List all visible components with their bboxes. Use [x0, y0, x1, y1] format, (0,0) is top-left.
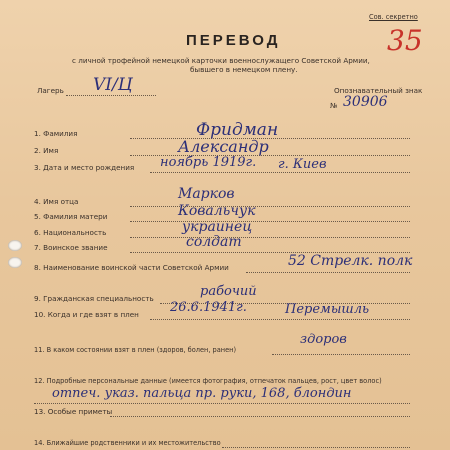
pow-id-prefix: № [330, 101, 338, 110]
field-line [130, 206, 410, 207]
document-subtitle-line1: с личной трофейной немецкой карточки военнослужащего Советской Армии, [72, 56, 370, 65]
pow-id-value: 30906 [343, 94, 388, 110]
field-number: 13. [34, 407, 46, 416]
field-number: 3. [34, 163, 41, 172]
field-label-surname: Фамилия [43, 129, 78, 138]
page-number: 35 [387, 24, 423, 57]
field-value-name: Александр [178, 137, 269, 156]
field-label-birth: Дата и место рождения [43, 163, 135, 172]
field-number: 10. [34, 310, 46, 319]
document-subtitle-line2: бывшего в немецком плену. [190, 65, 298, 74]
field-label-marks: Особые приметы [47, 407, 113, 416]
field-value-condition: здоров [300, 332, 347, 347]
field-line [222, 447, 410, 448]
field-number: 5. [34, 212, 41, 221]
field-value-captured-date: 26.6.1941г. [170, 300, 247, 315]
punch-hole [8, 257, 22, 268]
camp-line [66, 95, 156, 96]
field-label-name: Имя [43, 146, 59, 155]
field-line [272, 354, 410, 355]
field-number: 7. [34, 243, 41, 252]
field-value-unit: 52 Стрелк. полк [288, 253, 413, 269]
field-line [34, 403, 410, 404]
field-label-profession: Гражданская специальность [43, 294, 154, 303]
field-line [150, 172, 410, 173]
field-value-birth-place: г. Киев [278, 157, 327, 172]
field-line [150, 319, 410, 320]
field-line [130, 237, 410, 238]
field-label-captured: Когда и где взят в плен [47, 310, 139, 319]
document-title: ПЕРЕВОД [186, 32, 281, 49]
punch-hole [8, 240, 22, 251]
field-number: 8. [34, 263, 41, 272]
field-line [110, 416, 410, 417]
field-label-personal-data: Подробные персональные данные (имеется фотография, отпечаток пальцев, рост, цвет волос) [46, 377, 382, 385]
field-number: 14. [34, 439, 45, 447]
camp-value: VI/Ц [93, 75, 133, 95]
field-label-father: Имя отца [43, 197, 79, 206]
field-value-father: Марков [178, 186, 235, 202]
field-label-unit: Наименование воинской части Советской Армии [43, 263, 229, 272]
field-line [130, 221, 410, 222]
field-number: 11. [34, 346, 45, 354]
pow-id-label: Опознавательный знак [334, 86, 423, 95]
field-number: 1. [34, 129, 41, 138]
classification-stamp: Сов. секретно [369, 13, 418, 21]
field-number: 2. [34, 146, 41, 155]
field-value-mother: Ковальчук [178, 203, 256, 219]
field-label-mother: Фамилия матери [43, 212, 108, 221]
field-line [246, 272, 410, 273]
field-number: 4. [34, 197, 41, 206]
field-value-surname: Фридман [196, 120, 279, 140]
field-value-personal-data: отпеч. указ. пальца пр. руки, 168, блондин [52, 386, 352, 401]
field-value-rank: солдат [186, 234, 242, 250]
field-value-profession: рабочий [200, 284, 257, 299]
field-label-relatives: Ближайшие родственники и их местожительство [46, 439, 221, 447]
camp-label: Лагерь [37, 86, 64, 95]
field-number: 6. [34, 228, 41, 237]
field-label-rank: Воинское звание [43, 243, 108, 252]
field-label-condition: В каком состоянии взят в плен (здоров, болен, ранен) [46, 346, 237, 354]
field-number: 9. [34, 294, 41, 303]
field-value-birth-date: ноябрь 1919г. [160, 155, 257, 170]
field-value-captured-place: Перемышль [285, 302, 370, 317]
field-label-nationality: Национальность [43, 228, 107, 237]
field-number: 12. [34, 377, 45, 385]
field-value-nationality: украинец [182, 219, 253, 235]
